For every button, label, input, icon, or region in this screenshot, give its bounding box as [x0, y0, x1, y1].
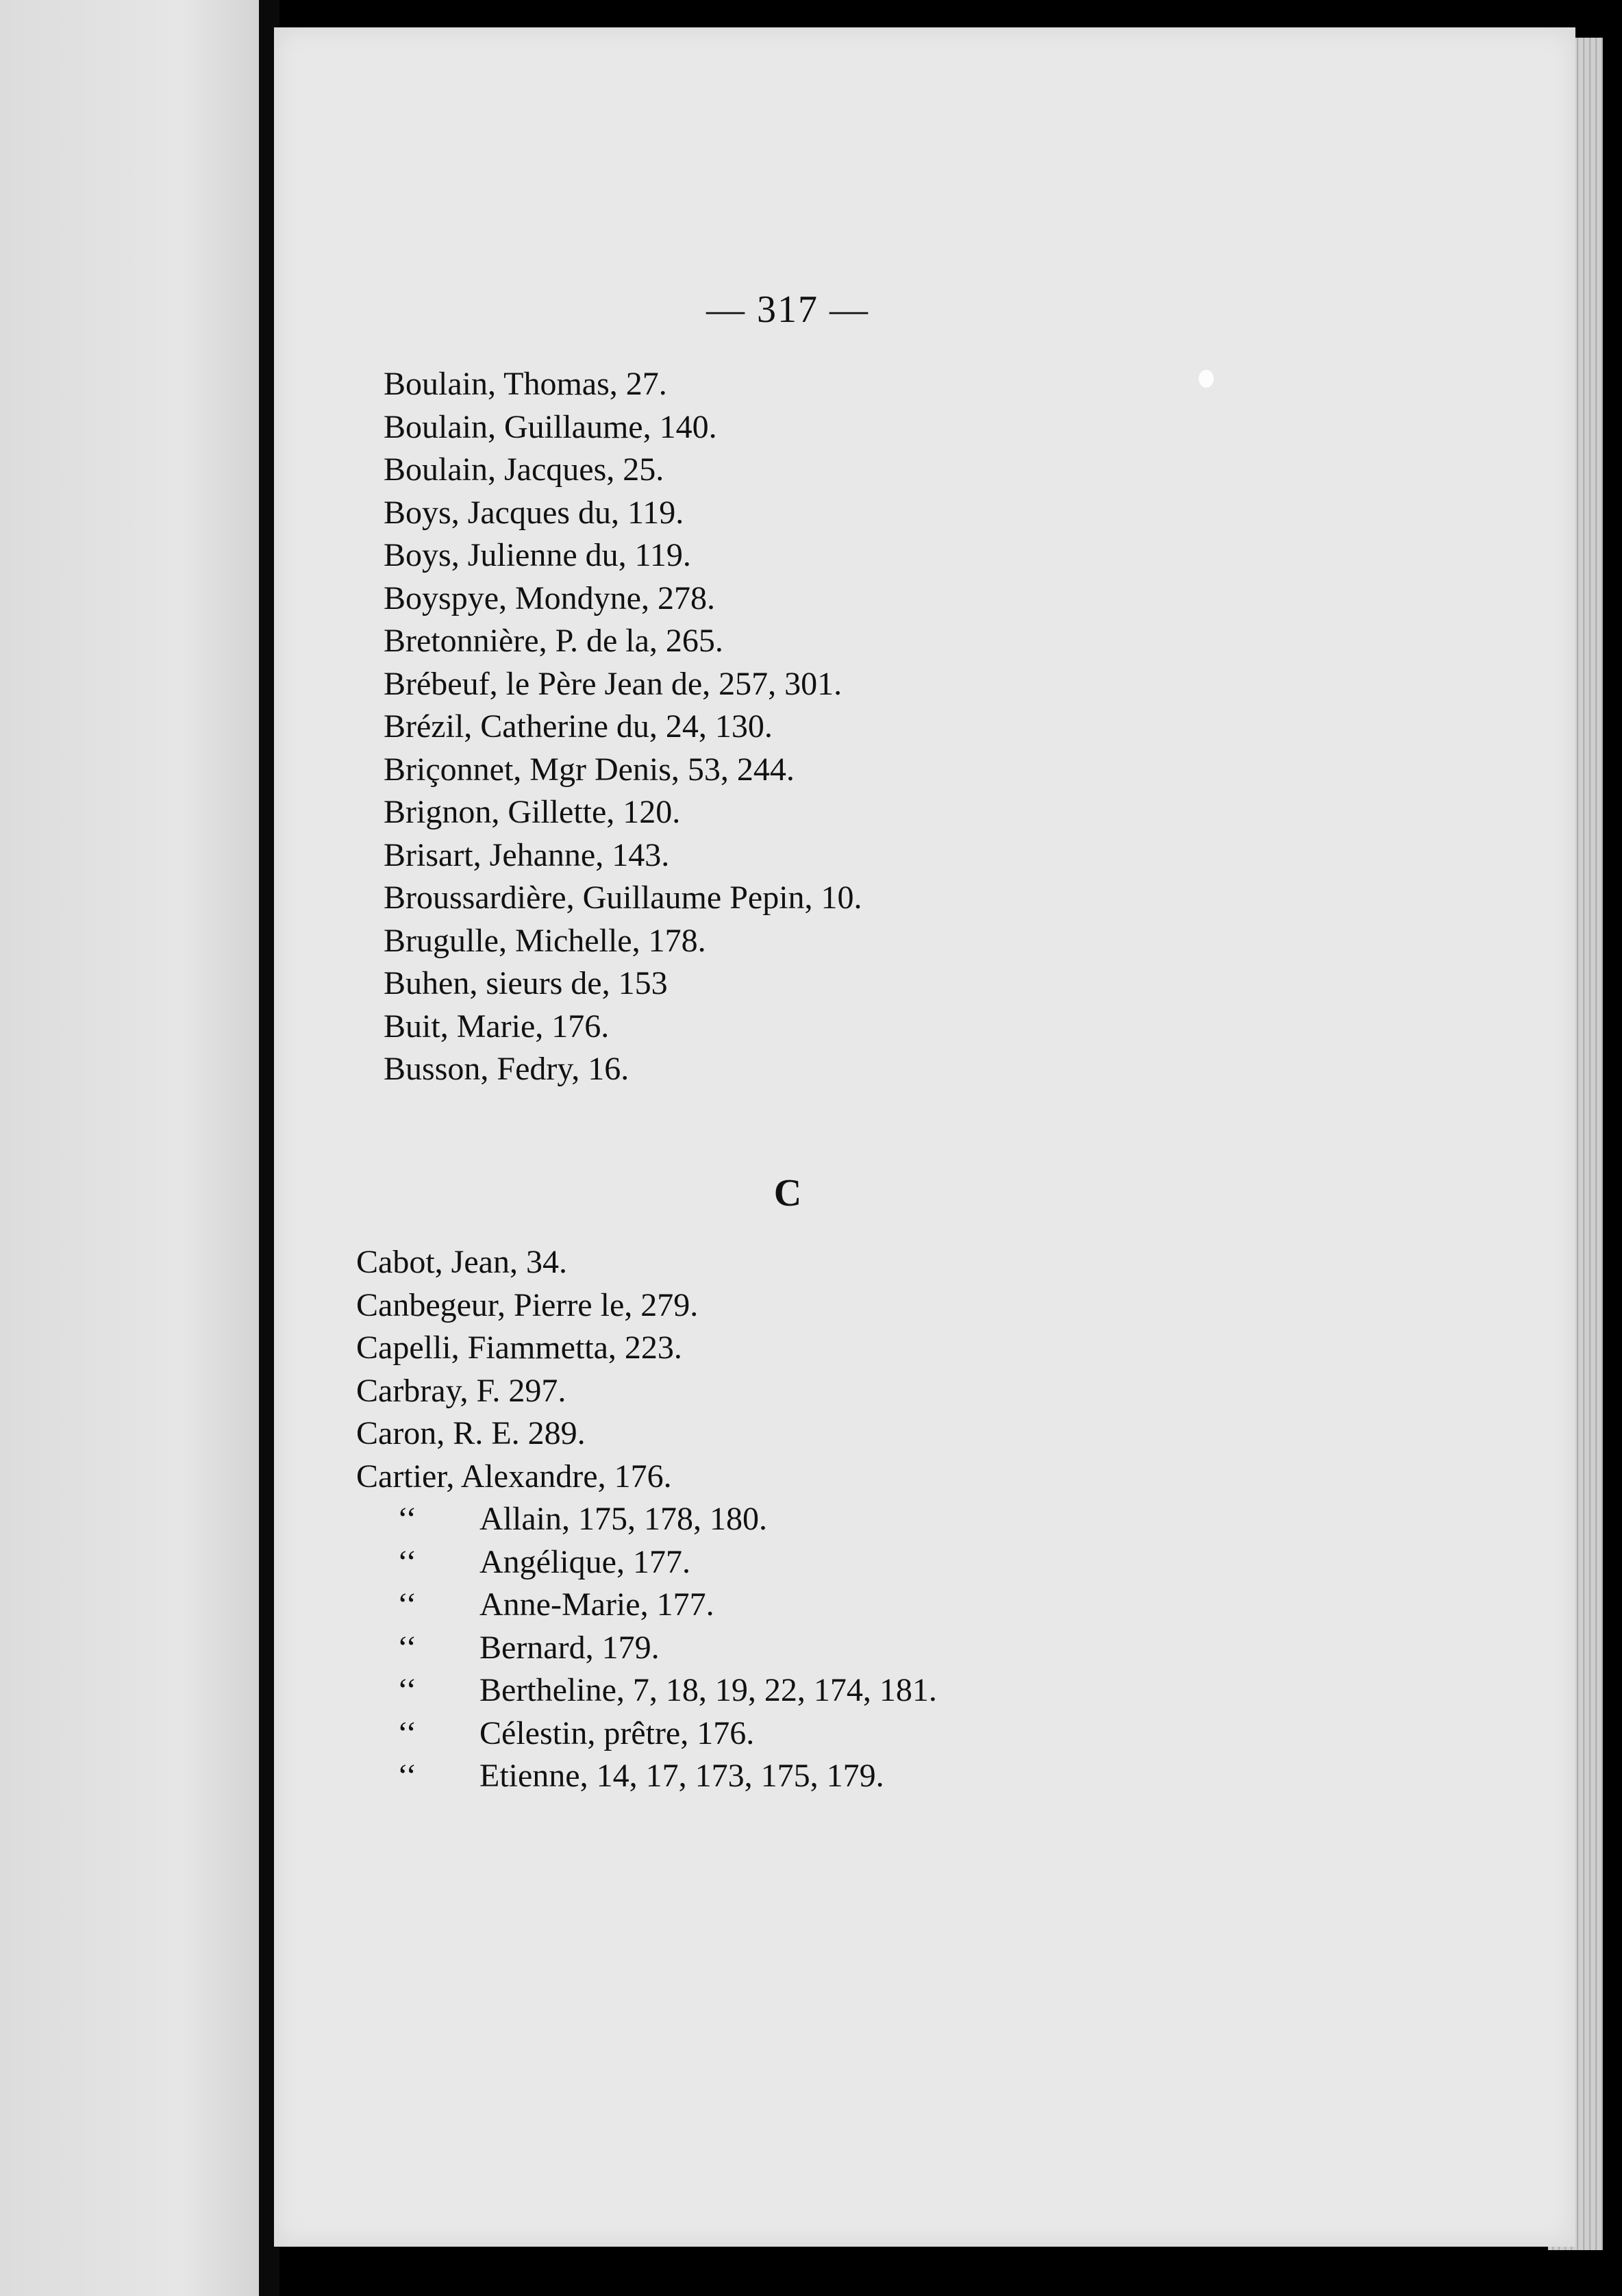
page-number: — 317 —	[706, 288, 869, 331]
ditto-mark: ‘‘	[397, 1629, 417, 1666]
ditto-mark: ‘‘	[397, 1543, 417, 1580]
sub-entry-text: Bertheline, 7, 18, 19, 22, 174, 181.	[479, 1672, 937, 1708]
index-sub-entry	[356, 1669, 1384, 1712]
facing-page	[0, 0, 259, 2296]
sub-entry-text: Etienne, 14, 17, 173, 175, 179.	[479, 1758, 884, 1794]
index-entry: Brébeuf, le Père Jean de, 257, 301.	[384, 665, 843, 702]
index-entry: Boulain, Guillaume, 140.	[384, 408, 717, 445]
index-entry: Brugulle, Michelle, 178.	[384, 922, 706, 959]
ditto-mark: ‘‘	[397, 1758, 417, 1794]
sub-entry-text: Allain, 175, 178, 180.	[479, 1501, 767, 1537]
index-entries-c	[356, 1241, 1384, 1798]
index-entry: Boyspye, Mondyne, 278.	[384, 579, 715, 616]
index-entry: Bretonnière, P. de la, 265.	[384, 623, 723, 659]
index-entry: Briçonnet, Mgr Denis, 53, 244.	[384, 751, 795, 788]
index-sub-entry	[356, 1627, 1384, 1670]
index-sub-entry	[356, 1584, 1384, 1627]
ditto-mark: ‘‘	[397, 1714, 417, 1751]
sub-entry-text: Bernard, 179.	[479, 1629, 660, 1666]
index-entry: Broussardière, Guillaume Pepin, 10.	[384, 879, 862, 916]
ditto-mark: ‘‘	[397, 1672, 417, 1708]
book-page	[274, 27, 1575, 2247]
index-sub-entry	[356, 1498, 1384, 1541]
section-heading-c: C	[773, 1172, 802, 1214]
index-entries-b	[384, 363, 1411, 1091]
index-entry: Buhen, sieurs de, 153	[384, 965, 668, 1001]
index-entry: Carbray, F. 297.	[356, 1372, 566, 1409]
index-entry: Boys, Julienne du, 119.	[384, 537, 691, 573]
index-entry: Capelli, Fiammetta, 223.	[356, 1330, 682, 1366]
index-sub-entry	[356, 1541, 1384, 1584]
index-sub-entry	[356, 1755, 1384, 1798]
index-entry: Boulain, Jacques, 25.	[384, 451, 664, 488]
index-entry: Canbegeur, Pierre le, 279.	[356, 1286, 699, 1323]
index-entry: Busson, Fedry, 16.	[384, 1051, 629, 1087]
sub-entry-text: Anne-Marie, 177.	[479, 1586, 714, 1623]
sub-entry-text: Célestin, prêtre, 176.	[479, 1714, 755, 1751]
index-entry: Caron, R. E. 289.	[356, 1415, 586, 1451]
index-entry: Buit, Marie, 176.	[384, 1008, 610, 1045]
ditto-mark: ‘‘	[397, 1501, 417, 1537]
ditto-mark: ‘‘	[397, 1586, 417, 1623]
index-entry: Boulain, Thomas, 27.	[384, 366, 667, 402]
index-entry: Cartier, Alexandre, 176.	[356, 1458, 672, 1495]
sub-entry-text: Angélique, 177.	[479, 1543, 690, 1580]
index-sub-entry	[356, 1712, 1384, 1756]
index-entry: Brignon, Gillette, 120.	[384, 794, 681, 830]
index-entry: Brisart, Jehanne, 143.	[384, 836, 670, 873]
index-entry: Brézil, Catherine du, 24, 130.	[384, 708, 773, 745]
index-entry: Boys, Jacques du, 119.	[384, 494, 684, 531]
index-entry: Cabot, Jean, 34.	[356, 1244, 567, 1280]
